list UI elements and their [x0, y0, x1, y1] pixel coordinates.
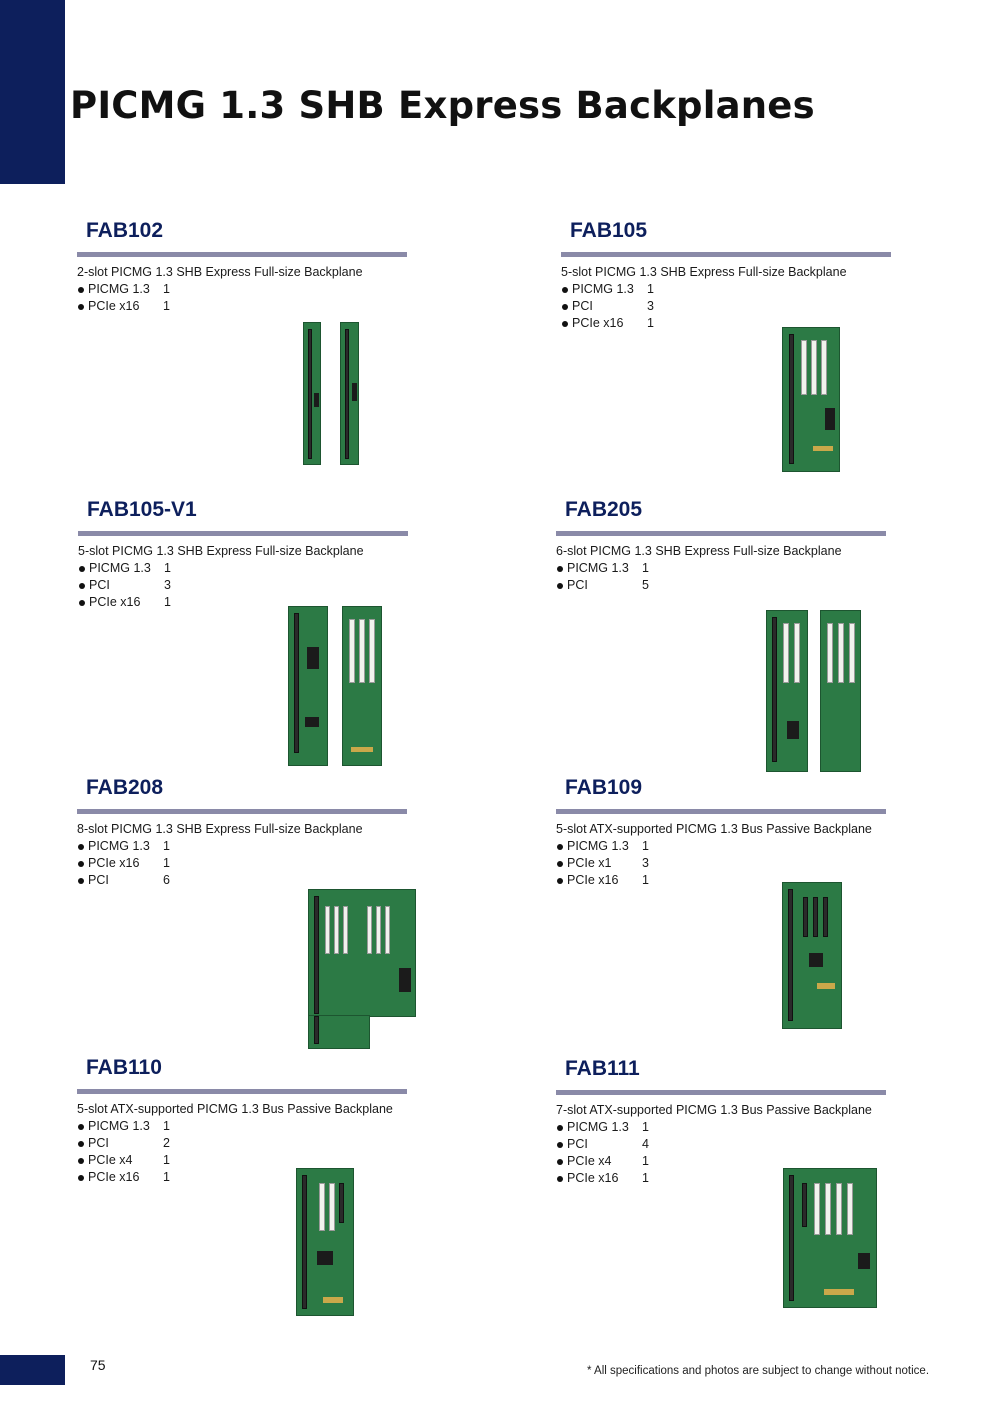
bullet-icon: [78, 304, 84, 310]
spec-label: PICMG 1.3: [567, 1120, 629, 1134]
product-description: 2-slot PICMG 1.3 SHB Express Full-size Backplane: [77, 265, 363, 279]
bullet-icon: [79, 566, 85, 572]
bullet-icon: [78, 1158, 84, 1164]
spec-value: 1: [647, 282, 654, 296]
spec-item: [77, 838, 407, 855]
bullet-icon: [79, 600, 85, 606]
spec-label: PCI: [88, 1136, 109, 1150]
section-divider: [77, 809, 407, 814]
product-description: 5-slot ATX-supported PICMG 1.3 Bus Passive Backplane: [556, 822, 872, 836]
bullet-icon: [78, 844, 84, 850]
fab205-board-photo: [766, 610, 861, 772]
spec-item: [77, 281, 407, 298]
section-divider: [556, 531, 886, 536]
bullet-icon: [557, 1176, 563, 1182]
spec-value: 3: [647, 299, 654, 313]
spec-label: PCIe x16: [88, 1170, 140, 1184]
footnote: * All specifications and photos are subject to change without notice.: [587, 1365, 930, 1377]
product-fab208: [77, 775, 407, 889]
spec-value: 3: [164, 578, 171, 592]
spec-label: PICMG 1.3: [567, 839, 629, 853]
product-description: 7-slot ATX-supported PICMG 1.3 Bus Passive Backplane: [556, 1103, 872, 1117]
spec-item: [77, 1118, 407, 1135]
spec-list: [77, 838, 407, 889]
page-title: PICMG 1.3 SHB Express Backplanes: [70, 84, 815, 127]
bullet-icon: [562, 321, 568, 327]
spec-item: [78, 560, 408, 577]
section-divider: [77, 1089, 407, 1094]
bullet-icon: [78, 1141, 84, 1147]
spec-value: 1: [647, 316, 654, 330]
spec-item: [78, 577, 408, 594]
spec-value: 1: [163, 1153, 170, 1167]
section-divider: [556, 1090, 886, 1095]
bullet-icon: [557, 1159, 563, 1165]
product-description: 8-slot PICMG 1.3 SHB Express Full-size Backplane: [77, 822, 363, 836]
spec-label: PCIe x4: [567, 1154, 612, 1168]
footer-accent-bar: [0, 1355, 65, 1385]
spec-item: [77, 855, 407, 872]
spec-label: PCIe x4: [88, 1153, 133, 1167]
spec-item: [556, 577, 886, 594]
bullet-icon: [557, 878, 563, 884]
bullet-icon: [557, 861, 563, 867]
bullet-icon: [79, 583, 85, 589]
spec-label: PCI: [567, 578, 588, 592]
bullet-icon: [78, 861, 84, 867]
bullet-icon: [562, 304, 568, 310]
spec-value: 1: [642, 1120, 649, 1134]
bullet-icon: [78, 287, 84, 293]
spec-label: PICMG 1.3: [88, 1119, 150, 1133]
spec-value: 1: [642, 1154, 649, 1168]
spec-item: [77, 1135, 407, 1152]
bullet-icon: [562, 287, 568, 293]
fab102-board-photo: [303, 322, 359, 465]
spec-label: PICMG 1.3: [89, 561, 151, 575]
spec-value: 1: [642, 561, 649, 575]
spec-label: PCI: [567, 1137, 588, 1151]
spec-item: [556, 1136, 886, 1153]
spec-value: 3: [642, 856, 649, 870]
spec-label: PCIe x16: [89, 595, 141, 609]
spec-item: [556, 1119, 886, 1136]
fab109-board-photo: [782, 882, 842, 1029]
section-divider: [561, 252, 891, 257]
spec-list: [556, 560, 886, 594]
spec-item: [556, 855, 886, 872]
product-name: FAB102: [86, 219, 164, 242]
spec-value: 1: [642, 873, 649, 887]
spec-list: [77, 281, 407, 315]
spec-value: 1: [163, 1170, 170, 1184]
spec-item: [556, 838, 886, 855]
spec-list: [77, 1118, 407, 1186]
spec-value: 1: [164, 561, 171, 575]
fab105-v1-board-photo: [288, 606, 382, 766]
bullet-icon: [78, 1175, 84, 1181]
spec-label: PCIe x1: [567, 856, 612, 870]
bullet-icon: [557, 566, 563, 572]
product-name: FAB208: [86, 776, 164, 799]
product-name: FAB205: [565, 498, 643, 521]
spec-label: PCI: [88, 873, 109, 887]
product-name: FAB111: [565, 1057, 640, 1080]
spec-label: PICMG 1.3: [567, 561, 629, 575]
fab105-board-photo: [782, 327, 840, 472]
product-name: FAB109: [565, 776, 643, 799]
spec-value: 1: [642, 839, 649, 853]
spec-value: 2: [163, 1136, 170, 1150]
spec-value: 1: [163, 299, 170, 313]
spec-value: 1: [163, 282, 170, 296]
spec-label: PCIe x16: [88, 856, 140, 870]
spec-value: 1: [642, 1171, 649, 1185]
spec-label: PICMG 1.3: [88, 839, 150, 853]
bullet-icon: [557, 1142, 563, 1148]
spec-list: [561, 281, 891, 332]
bullet-icon: [78, 878, 84, 884]
spec-value: 4: [642, 1137, 649, 1151]
spec-item: [77, 872, 407, 889]
spec-item: [561, 281, 891, 298]
product-description: 6-slot PICMG 1.3 SHB Express Full-size Backplane: [556, 544, 842, 558]
bullet-icon: [557, 1125, 563, 1131]
spec-value: 1: [164, 595, 171, 609]
spec-value: 6: [163, 873, 170, 887]
spec-value: 5: [642, 578, 649, 592]
spec-item: [556, 560, 886, 577]
section-divider: [77, 252, 407, 257]
section-divider: [556, 809, 886, 814]
spec-item: [77, 298, 407, 315]
product-name: FAB105: [570, 219, 648, 242]
product-description: 5-slot PICMG 1.3 SHB Express Full-size Backplane: [561, 265, 847, 279]
bullet-icon: [78, 1124, 84, 1130]
product-name: FAB110: [86, 1056, 162, 1079]
product-fab109: [556, 775, 886, 889]
product-description: 5-slot ATX-supported PICMG 1.3 Bus Passive Backplane: [77, 1102, 393, 1116]
section-divider: [78, 531, 408, 536]
spec-label: PCI: [572, 299, 593, 313]
fab110-board-photo: [296, 1168, 354, 1316]
header-accent-bar: [0, 0, 65, 184]
product-fab205: [556, 497, 886, 594]
spec-value: 1: [163, 1119, 170, 1133]
spec-label: PCIe x16: [567, 1171, 619, 1185]
spec-label: PCIe x16: [567, 873, 619, 887]
spec-label: PICMG 1.3: [88, 282, 150, 296]
product-description: 5-slot PICMG 1.3 SHB Express Full-size Backplane: [78, 544, 364, 558]
spec-label: PICMG 1.3: [572, 282, 634, 296]
product-fab102: [77, 218, 407, 315]
spec-label: PCI: [89, 578, 110, 592]
bullet-icon: [557, 844, 563, 850]
spec-list: [78, 560, 408, 611]
spec-item: [77, 1169, 407, 1186]
spec-label: PCIe x16: [572, 316, 624, 330]
product-fab110: [77, 1055, 407, 1186]
fab111-board-photo: [783, 1168, 877, 1308]
spec-item: [561, 315, 891, 332]
spec-value: 1: [163, 839, 170, 853]
page-number: 75: [90, 1357, 106, 1373]
product-fab105-v1: [78, 497, 408, 611]
product-fab105: [561, 218, 891, 332]
spec-label: PCIe x16: [88, 299, 140, 313]
spec-value: 1: [163, 856, 170, 870]
spec-item: [561, 298, 891, 315]
fab208-board-photo: [308, 889, 416, 1049]
spec-item: [77, 1152, 407, 1169]
bullet-icon: [557, 583, 563, 589]
product-name: FAB105-V1: [87, 498, 197, 521]
